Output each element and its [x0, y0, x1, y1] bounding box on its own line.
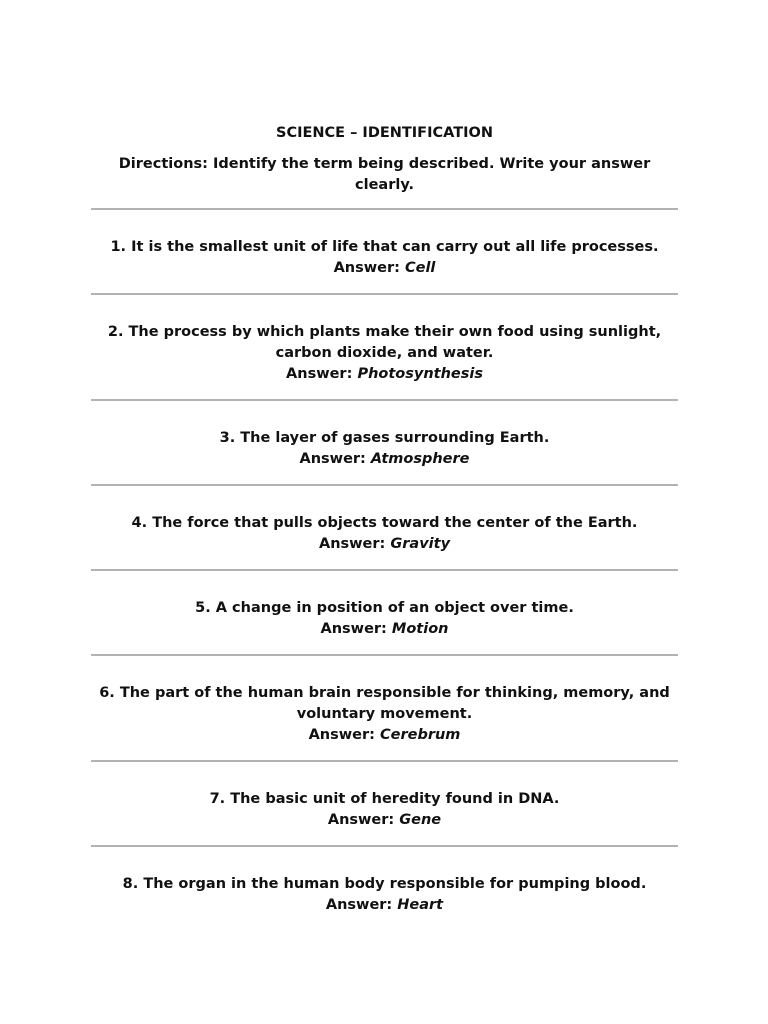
answer-line [91, 895, 678, 916]
answer-label: Answer: [320, 621, 392, 637]
question-item [91, 486, 678, 569]
answer-label: Answer: [325, 897, 398, 913]
question-item [91, 656, 678, 760]
question-text: 8. The organ in the human body responsible for pumping blood. [122, 876, 647, 892]
answer-label: Answer: [299, 451, 371, 467]
question-item [91, 847, 678, 930]
question-item [91, 210, 678, 293]
question-text: 2. The process by which plants make their own food using sunlight, carbon dioxide, and water. [107, 324, 662, 361]
question-text: 7. The basic unit of heredity found in DNA. [209, 791, 560, 807]
answer-value: Gravity [390, 536, 451, 552]
answer-line [91, 534, 678, 555]
question-text: 5. A change in position of an object over time. [195, 600, 574, 616]
question-item [91, 401, 678, 484]
answer-label: Answer: [308, 727, 380, 743]
answer-value: Heart [397, 897, 444, 913]
question-text: 6. The part of the human brain responsible for thinking, memory, and voluntary movement. [99, 685, 670, 722]
answer-label: Answer: [333, 260, 405, 276]
answer-value: Gene [399, 812, 442, 828]
answer-line [91, 725, 678, 746]
answer-value: Cell [404, 260, 436, 276]
answer-line [91, 619, 678, 640]
answer-line [91, 364, 678, 385]
answer-label: Answer: [286, 366, 358, 382]
question-text: 3. The layer of gases surrounding Earth. [219, 430, 550, 446]
question-item [91, 571, 678, 654]
answer-line [91, 258, 678, 279]
question-text: 1. It is the smallest unit of life that can carry out all life processes. [110, 239, 659, 255]
answer-label: Answer: [327, 812, 400, 828]
question-item [91, 762, 678, 845]
worksheet-title: SCIENCE – IDENTIFICATION [276, 125, 493, 141]
answer-value: Photosynthesis [357, 366, 483, 382]
directions-text: Directions: Identify the term being described. Write your answer clearly. [118, 156, 651, 193]
question-item [91, 295, 678, 399]
answer-label: Answer: [318, 536, 391, 552]
answer-value: Cerebrum [379, 727, 461, 743]
answer-line [91, 449, 678, 470]
question-text: 4. The force that pulls objects toward the center of the Earth. [131, 515, 638, 531]
answer-value: Atmosphere [370, 451, 470, 467]
worksheet-content [91, 123, 678, 930]
answer-line [91, 810, 678, 831]
answer-value: Motion [391, 621, 449, 637]
